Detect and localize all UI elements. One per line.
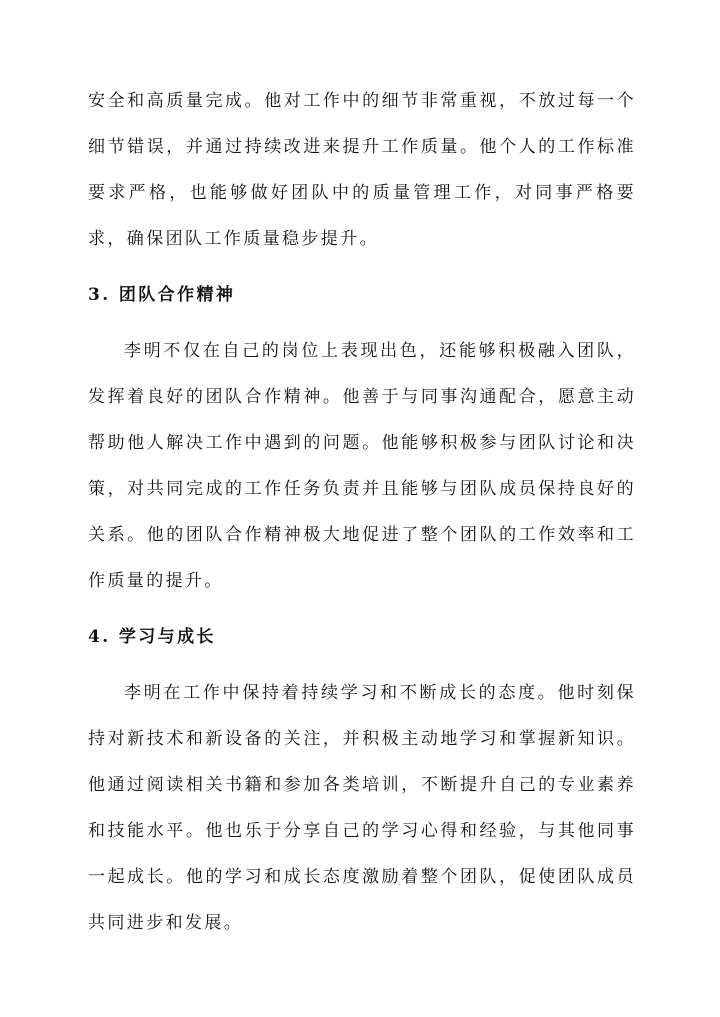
paragraph-teamwork: 李明不仅在自己的岗位上表现出色，还能够积极融入团队，发挥着良好的团队合作精神。他善于与同事沟通配合，愿意主动帮助他人解决工作中遇到的问题。他能够积极参与团队讨论和决策，对共同完成的工作任务负责并且能够与团队成员保持良好的关系。他的团队合作精神极大地促进了整个团队的工作效率和工作质量的提升。: [88, 341, 636, 591]
paragraph-learning: 李明在工作中保持着持续学习和不断成长的态度。他时刻保持对新技术和新设备的关注，并积极主动地学习和掌握新知识。他通过阅读相关书籍和参加各类培训，不断提升自己的专业素养和技能水平。他也乐于分享自己的学习心得和经验，与其他同事一起成长。他的学习和成长态度激励着整个团队，促使团队成员共同进步和发展。: [88, 683, 636, 933]
spacer: [88, 604, 636, 614]
section-heading-teamwork: 3. 团队合作精神: [88, 285, 236, 305]
spacer: [88, 318, 636, 328]
document-page: [88, 78, 636, 946]
spacer: [88, 660, 636, 670]
paragraph-quality-continuation: 安全和高质量完成。他对工作中的细节非常重视，不放过每一个细节错误，并通过持续改进来提升工作质量。他个人的工作标准要求严格，也能够做好团队中的质量管理工作，对同事严格要求，确保团队工作质量稳步提升。: [88, 91, 636, 249]
spacer: [88, 262, 636, 272]
section-heading-learning: 4. 学习与成长: [88, 627, 216, 647]
